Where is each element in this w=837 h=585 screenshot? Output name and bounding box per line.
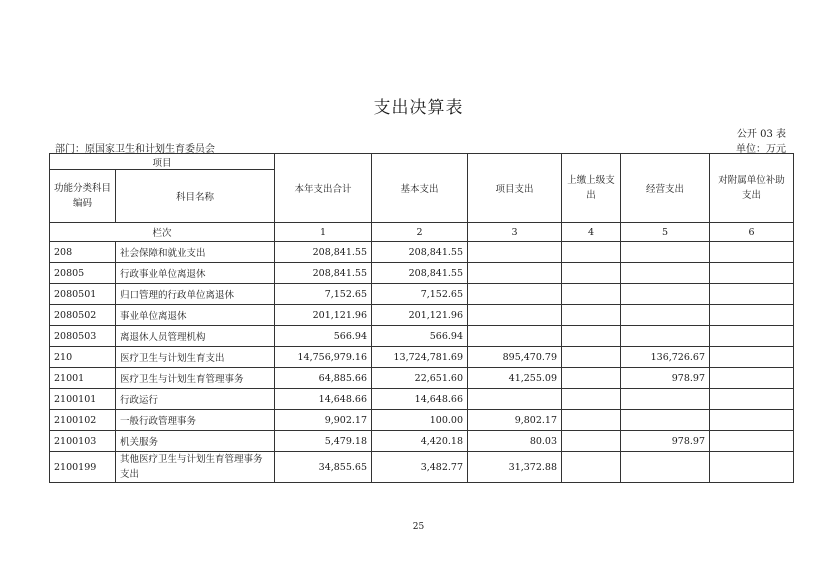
row-total: 208,841.55 <box>275 263 372 284</box>
row-name: 离退休人员管理机构 <box>116 326 275 347</box>
row-total: 7,152.65 <box>275 284 372 305</box>
row-project <box>468 305 562 326</box>
table-row <box>50 263 794 284</box>
row-basic: 4,420.18 <box>372 431 468 452</box>
row-subsidy <box>710 452 794 483</box>
header-project: 项目支出 <box>468 154 562 223</box>
row-name: 其他医疗卫生与计划生育管理事务支出 <box>116 452 275 483</box>
table-row <box>50 452 794 483</box>
index-col-6: 6 <box>710 223 794 242</box>
row-upper <box>562 326 621 347</box>
row-code: 2100102 <box>50 410 116 431</box>
row-business: 978.97 <box>621 368 710 389</box>
table-row <box>50 368 794 389</box>
row-upper <box>562 389 621 410</box>
header-subject-name: 科目名称 <box>116 170 275 223</box>
row-project: 895,470.79 <box>468 347 562 368</box>
table-row <box>50 431 794 452</box>
row-code: 2080502 <box>50 305 116 326</box>
header-total: 本年支出合计 <box>275 154 372 223</box>
row-code: 210 <box>50 347 116 368</box>
table-row <box>50 284 794 305</box>
row-total: 14,648.66 <box>275 389 372 410</box>
row-business <box>621 410 710 431</box>
row-upper <box>562 242 621 263</box>
row-business <box>621 242 710 263</box>
index-col-1: 1 <box>275 223 372 242</box>
row-basic: 208,841.55 <box>372 242 468 263</box>
row-basic: 100.00 <box>372 410 468 431</box>
unit-label: 单位：万元 <box>736 144 786 155</box>
row-total: 64,885.66 <box>275 368 372 389</box>
row-project <box>468 263 562 284</box>
row-subsidy <box>710 242 794 263</box>
row-business <box>621 389 710 410</box>
row-upper <box>562 347 621 368</box>
row-basic: 7,152.65 <box>372 284 468 305</box>
row-total: 5,479.18 <box>275 431 372 452</box>
index-col-3: 3 <box>468 223 562 242</box>
row-total: 201,121.96 <box>275 305 372 326</box>
row-upper <box>562 452 621 483</box>
row-upper <box>562 368 621 389</box>
row-total: 208,841.55 <box>275 242 372 263</box>
row-name: 社会保障和就业支出 <box>116 242 275 263</box>
row-business <box>621 305 710 326</box>
row-upper <box>562 284 621 305</box>
row-name: 医疗卫生与计划生育管理事务 <box>116 368 275 389</box>
department-label: 部门：原国家卫生和计划生育委员会 <box>55 144 215 155</box>
row-basic: 22,651.60 <box>372 368 468 389</box>
page-title: 支出决算表 <box>373 98 464 118</box>
row-project: 9,802.17 <box>468 410 562 431</box>
row-project: 80.03 <box>468 431 562 452</box>
expenditure-table <box>49 153 794 483</box>
row-name: 事业单位离退休 <box>116 305 275 326</box>
row-subsidy <box>710 305 794 326</box>
row-business <box>621 263 710 284</box>
row-basic: 566.94 <box>372 326 468 347</box>
row-total: 9,902.17 <box>275 410 372 431</box>
row-upper <box>562 410 621 431</box>
table-row <box>50 242 794 263</box>
row-project: 41,255.09 <box>468 368 562 389</box>
header-func-code: 功能分类科目编码 <box>50 170 116 223</box>
row-upper <box>562 431 621 452</box>
row-subsidy <box>710 431 794 452</box>
row-business: 136,726.67 <box>621 347 710 368</box>
row-business <box>621 452 710 483</box>
table-row <box>50 347 794 368</box>
row-name: 行政事业单位离退休 <box>116 263 275 284</box>
row-name: 一般行政管理事务 <box>116 410 275 431</box>
header-business: 经营支出 <box>621 154 710 223</box>
row-name: 归口管理的行政单位离退休 <box>116 284 275 305</box>
row-code: 2100101 <box>50 389 116 410</box>
row-code: 2080501 <box>50 284 116 305</box>
table-row <box>50 305 794 326</box>
row-subsidy <box>710 410 794 431</box>
row-project <box>468 284 562 305</box>
row-code: 20805 <box>50 263 116 284</box>
row-name: 机关服务 <box>116 431 275 452</box>
row-upper <box>562 305 621 326</box>
row-total: 34,855.65 <box>275 452 372 483</box>
row-total: 566.94 <box>275 326 372 347</box>
row-total: 14,756,979.16 <box>275 347 372 368</box>
row-basic: 14,648.66 <box>372 389 468 410</box>
form-number: 公开 03 表 <box>736 129 786 140</box>
index-col-2: 2 <box>372 223 468 242</box>
header-upper: 上缴上级支出 <box>562 154 621 223</box>
row-project <box>468 242 562 263</box>
index-col-4: 4 <box>562 223 621 242</box>
row-basic: 208,841.55 <box>372 263 468 284</box>
table-row <box>50 326 794 347</box>
table-row <box>50 410 794 431</box>
row-subsidy <box>710 263 794 284</box>
table-row <box>50 389 794 410</box>
row-business: 978.97 <box>621 431 710 452</box>
row-subsidy <box>710 389 794 410</box>
row-upper <box>562 263 621 284</box>
row-subsidy <box>710 326 794 347</box>
index-col-5: 5 <box>621 223 710 242</box>
row-code: 208 <box>50 242 116 263</box>
row-name: 医疗卫生与计划生育支出 <box>116 347 275 368</box>
row-code: 21001 <box>50 368 116 389</box>
row-project <box>468 326 562 347</box>
row-business <box>621 326 710 347</box>
row-business <box>621 284 710 305</box>
row-code: 2080503 <box>50 326 116 347</box>
row-basic: 201,121.96 <box>372 305 468 326</box>
page-number: 25 <box>412 522 425 532</box>
header-basic: 基本支出 <box>372 154 468 223</box>
row-code: 2100199 <box>50 452 116 483</box>
row-name: 行政运行 <box>116 389 275 410</box>
row-subsidy <box>710 368 794 389</box>
header-item: 项目 <box>50 154 275 170</box>
row-subsidy <box>710 347 794 368</box>
row-project <box>468 389 562 410</box>
row-basic: 3,482.77 <box>372 452 468 483</box>
index-label: 栏次 <box>50 223 275 242</box>
header-subsidy: 对附属单位补助支出 <box>710 154 794 223</box>
row-basic: 13,724,781.69 <box>372 347 468 368</box>
row-code: 2100103 <box>50 431 116 452</box>
row-project: 31,372.88 <box>468 452 562 483</box>
row-subsidy <box>710 284 794 305</box>
